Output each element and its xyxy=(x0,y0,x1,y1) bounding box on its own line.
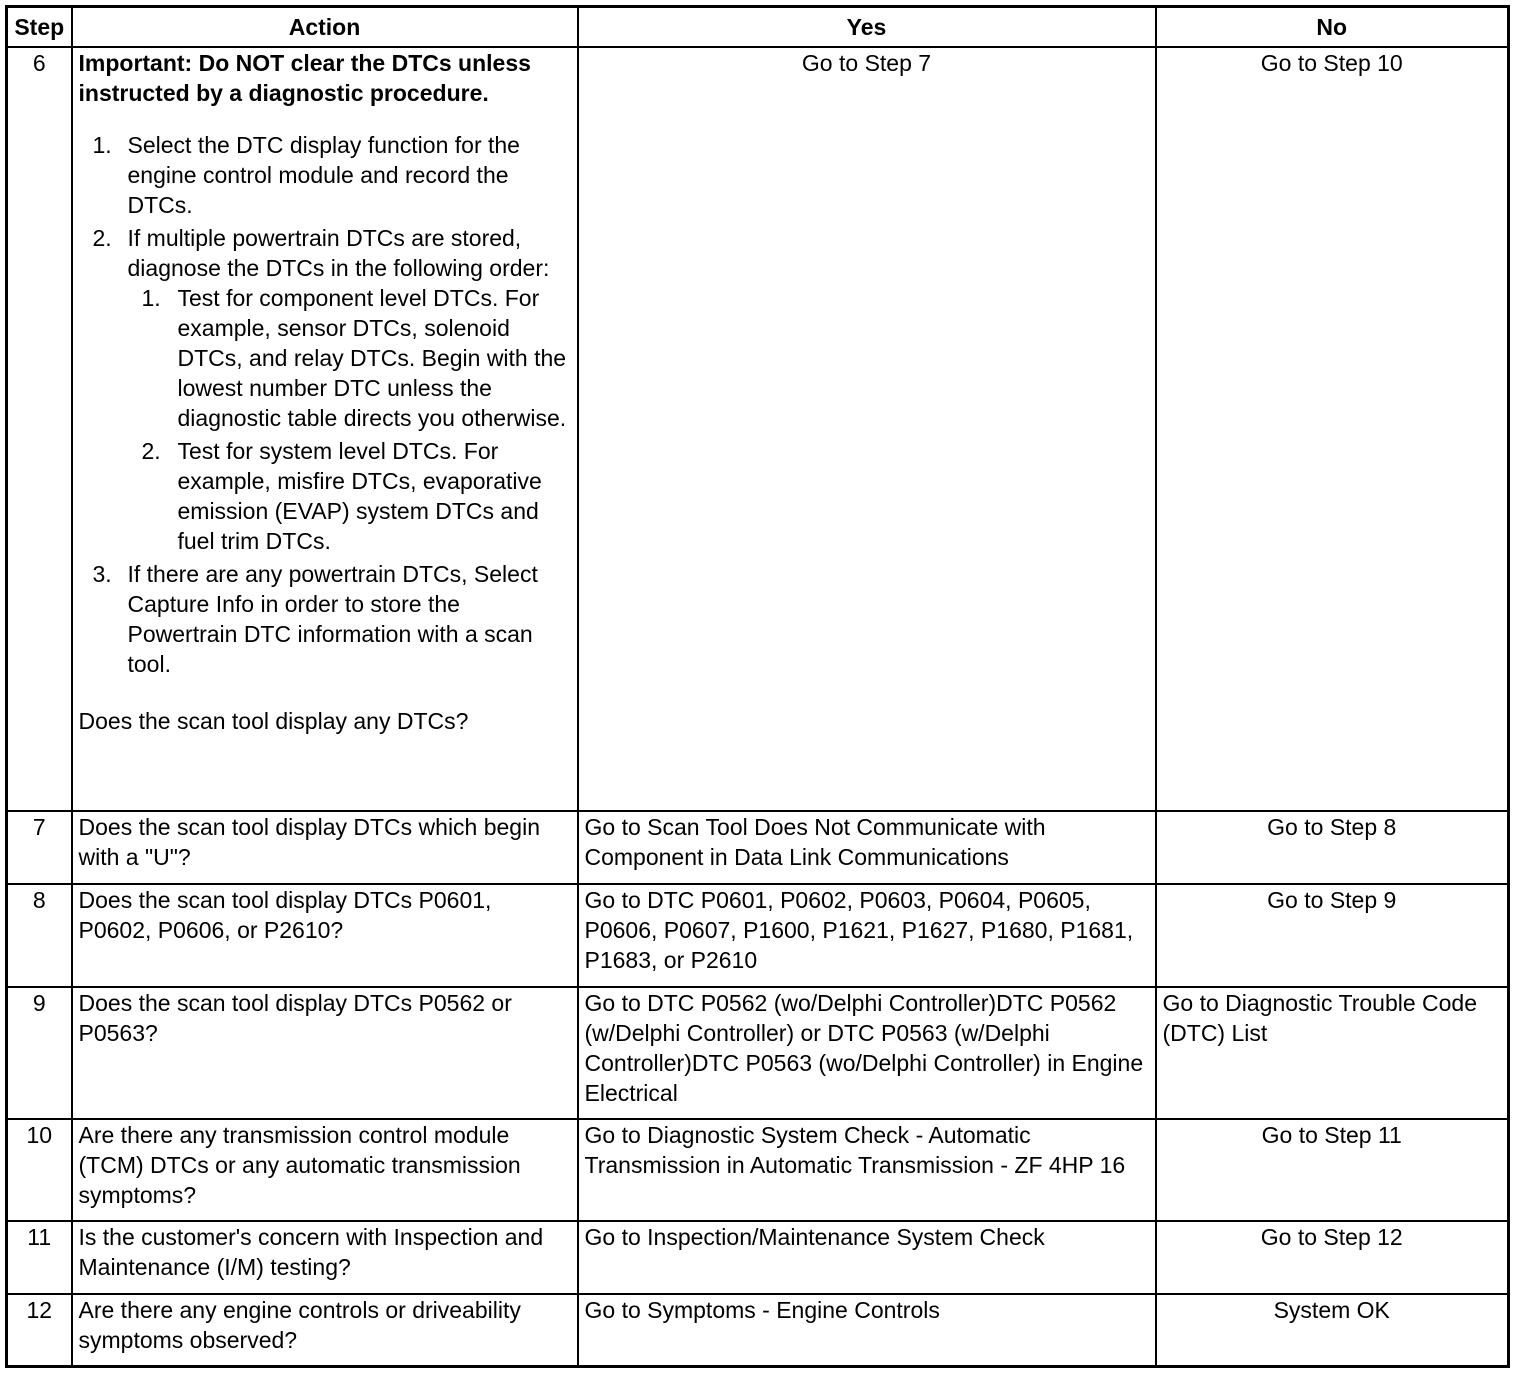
procedure-item xyxy=(79,223,571,556)
header-no: No xyxy=(1156,7,1509,48)
subitem-number: 1. xyxy=(141,285,161,311)
item-text: Select the DTC display function for the engine control module and record the DTCs. xyxy=(127,132,520,218)
subitem-number: 2. xyxy=(141,438,161,464)
header-action: Action xyxy=(72,7,578,48)
action-cell: Are there any engine controls or driveability symptoms observed? xyxy=(72,1294,578,1366)
yes-cell: Go to DTC P0601, P0602, P0603, P0604, P0605, P0606, P0607, P1600, P1621, P1627, P1680, P1681, P1683, or P2610 xyxy=(578,884,1156,987)
action-cell: Is the customer's concern with Inspection and Maintenance (I/M) testing? xyxy=(72,1221,578,1294)
subitem-text: Test for system level DTCs. For example, misfire DTCs, evaporative emission (EVAP) system DTCs and fuel trim DTCs. xyxy=(177,438,542,554)
no-cell: Go to Diagnostic Trouble Code (DTC) List xyxy=(1156,987,1509,1119)
table-row-step-8 xyxy=(7,884,1509,987)
yes-cell: Go to Step 7 xyxy=(578,47,1156,811)
table-row-step-7 xyxy=(7,811,1509,883)
yes-cell: Go to Scan Tool Does Not Communicate with Component in Data Link Communications xyxy=(578,811,1156,883)
item-number: 1. xyxy=(92,132,112,158)
action-cell: Are there any transmission control module (TCM) DTCs or any automatic transmission symptoms? xyxy=(72,1119,578,1221)
no-cell: Go to Step 9 xyxy=(1156,884,1509,987)
no-cell: Go to Step 8 xyxy=(1156,811,1509,883)
action-cell: Does the scan tool display DTCs which begin with a "U"? xyxy=(72,811,578,883)
step-number: 12 xyxy=(7,1294,72,1366)
action-cell: Does the scan tool display DTCs P0601, P0602, P0606, or P2610? xyxy=(72,884,578,987)
subitem-text: Test for component level DTCs. For example, sensor DTCs, solenoid DTCs, and relay DTCs. Begin with the lowest number DTC unless the diagnostic table directs you otherwise. xyxy=(177,285,567,431)
header-step: Step xyxy=(7,7,72,48)
diagnostic-table xyxy=(5,5,1510,1368)
sub-procedure-list xyxy=(128,283,571,556)
table-row-step-11 xyxy=(7,1221,1509,1294)
step-number: 6 xyxy=(7,47,72,811)
important-note: Important: Do NOT clear the DTCs unless instructed by a diagnostic procedure. xyxy=(78,50,531,106)
header-yes: Yes xyxy=(578,7,1156,48)
table-row-step-10 xyxy=(7,1119,1509,1221)
step-number: 11 xyxy=(7,1221,72,1294)
item-number: 3. xyxy=(92,561,112,587)
procedure-item xyxy=(79,559,571,679)
item-text: If multiple powertrain DTCs are stored, diagnose the DTCs in the following order: xyxy=(127,225,550,281)
step-number: 9 xyxy=(7,987,72,1119)
step-number: 8 xyxy=(7,884,72,987)
header-row xyxy=(7,7,1509,48)
yes-cell: Go to Diagnostic System Check - Automatic Transmission in Automatic Transmission - ZF 4HP 16 xyxy=(578,1119,1156,1221)
no-cell: Go to Step 11 xyxy=(1156,1119,1509,1221)
no-cell: Go to Step 10 xyxy=(1156,47,1509,811)
table-row-step-12 xyxy=(7,1294,1509,1366)
action-cell xyxy=(72,47,578,811)
yes-cell: Go to DTC P0562 (wo/Delphi Controller)DTC P0562 (w/Delphi Controller) or DTC P0563 (w/Delphi Controller)DTC P0563 (wo/Delphi Controller) in Engine Electrical xyxy=(578,987,1156,1119)
no-cell: Go to Step 12 xyxy=(1156,1221,1509,1294)
action-cell: Does the scan tool display DTCs P0562 or P0563? xyxy=(72,987,578,1119)
table-row-step-9 xyxy=(7,987,1509,1119)
procedure-item xyxy=(79,130,571,220)
item-number: 2. xyxy=(92,225,112,251)
no-cell: System OK xyxy=(1156,1294,1509,1366)
yes-cell: Go to Inspection/Maintenance System Check xyxy=(578,1221,1156,1294)
question-text: Does the scan tool display any DTCs? xyxy=(78,708,469,734)
step-number: 10 xyxy=(7,1119,72,1221)
table-row-step-6 xyxy=(7,47,1509,811)
item-text: If there are any powertrain DTCs, Select Capture Info in order to store the Powertrain DTC information with a scan tool. xyxy=(127,561,538,677)
step-number: 7 xyxy=(7,811,72,883)
sub-procedure-item xyxy=(128,283,571,433)
procedure-list xyxy=(79,130,571,679)
yes-cell: Go to Symptoms - Engine Controls xyxy=(578,1294,1156,1366)
sub-procedure-item xyxy=(128,436,571,556)
